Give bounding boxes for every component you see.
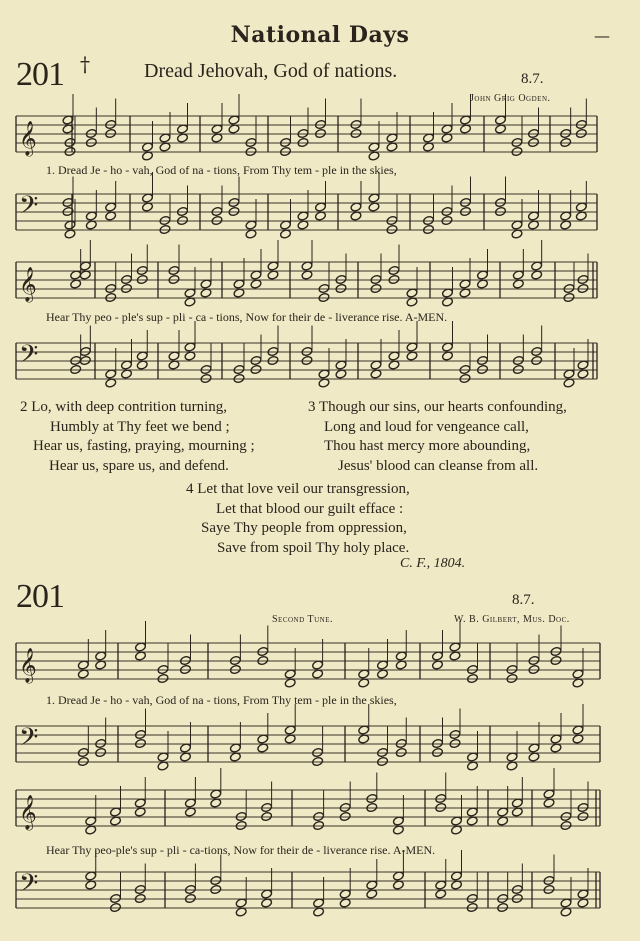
treble-clef-icon: 𝄞 bbox=[19, 121, 37, 156]
tune-label: Second Tune. bbox=[272, 614, 333, 625]
verse-3-line-4: Jesus' blood can cleanse from all. bbox=[338, 457, 539, 474]
verse-3-line-3: Thou hast mercy more abounding, bbox=[324, 438, 531, 454]
bass-clef-icon: 𝄢 bbox=[19, 723, 39, 758]
hymn-2-meter: 8.7. bbox=[512, 592, 535, 608]
hymn-2-lyrics-line-2: Hear Thy peo-ple's sup - pli - ca-tions, Now for their de - liverance rise. A-MEN. bbox=[46, 843, 436, 857]
verse-2 bbox=[20, 398, 255, 476]
composer-credit: John Grig Ogden. bbox=[470, 93, 551, 104]
verse-4-line-4: Save from spoil Thy holy place. bbox=[217, 539, 410, 556]
treble-clef-icon: 𝄞 bbox=[19, 267, 37, 302]
verse-4-line-3: Saye Thy people from oppression, bbox=[201, 520, 407, 536]
hymn-meter: 8.7. bbox=[521, 71, 544, 87]
lyrics-line-1: 1. Dread Je - ho - vah, God of na - tions, From Thy tem - ple in the skies, bbox=[46, 163, 397, 177]
verse-4 bbox=[186, 480, 410, 558]
verse-3-line-1: 3 Though our sins, our hearts confounding, bbox=[308, 399, 567, 415]
verse-3-line-2: Long and loud for vengeance call, bbox=[324, 418, 529, 435]
page-header-title: National Days bbox=[230, 22, 410, 48]
bass-clef-icon: 𝄢 bbox=[19, 869, 39, 904]
verse-attribution: C. F., 1804. bbox=[400, 556, 466, 571]
bass-clef-icon: 𝄢 bbox=[19, 340, 39, 375]
bass-clef-icon: 𝄢 bbox=[19, 191, 39, 226]
hymn-2-composer-credit: W. B. Gilbert, Mus. Doc. bbox=[454, 614, 570, 625]
treble-clef-icon: 𝄞 bbox=[19, 648, 37, 683]
treble-clef-icon: 𝄞 bbox=[19, 795, 37, 830]
verse-2-line-3: Hear us, fasting, praying, mourning ; bbox=[33, 438, 255, 454]
verse-4-line-2: Let that blood our guilt efface : bbox=[216, 500, 404, 517]
verse-2-line-2: Humbly at Thy feet we bend ; bbox=[50, 418, 230, 435]
verse-2-line-1: 2 Lo, with deep contrition turning, bbox=[20, 399, 228, 415]
hymn-dagger-mark: † bbox=[80, 52, 90, 76]
hymn-number: 201 bbox=[16, 56, 64, 93]
verse-2-line-4: Hear us, spare us, and defend. bbox=[49, 457, 229, 474]
hymn-2-number: 201 bbox=[16, 578, 64, 615]
page-header-dash: — bbox=[594, 26, 610, 45]
verse-4-line-1: 4 Let that love veil our transgression, bbox=[186, 481, 410, 497]
hymn-2-lyrics-line-1: 1. Dread Je - ho - vah, God of na - tions, From Thy tem - ple in the skies, bbox=[46, 693, 397, 707]
verse-3 bbox=[308, 398, 567, 476]
lyrics-line-2: Hear Thy peo - ple's sup - pli - ca - tions, Now for their de - liverance rise. A-MEN. bbox=[46, 310, 448, 324]
hymn-title: Dread Jehovah, God of nations. bbox=[144, 60, 398, 82]
